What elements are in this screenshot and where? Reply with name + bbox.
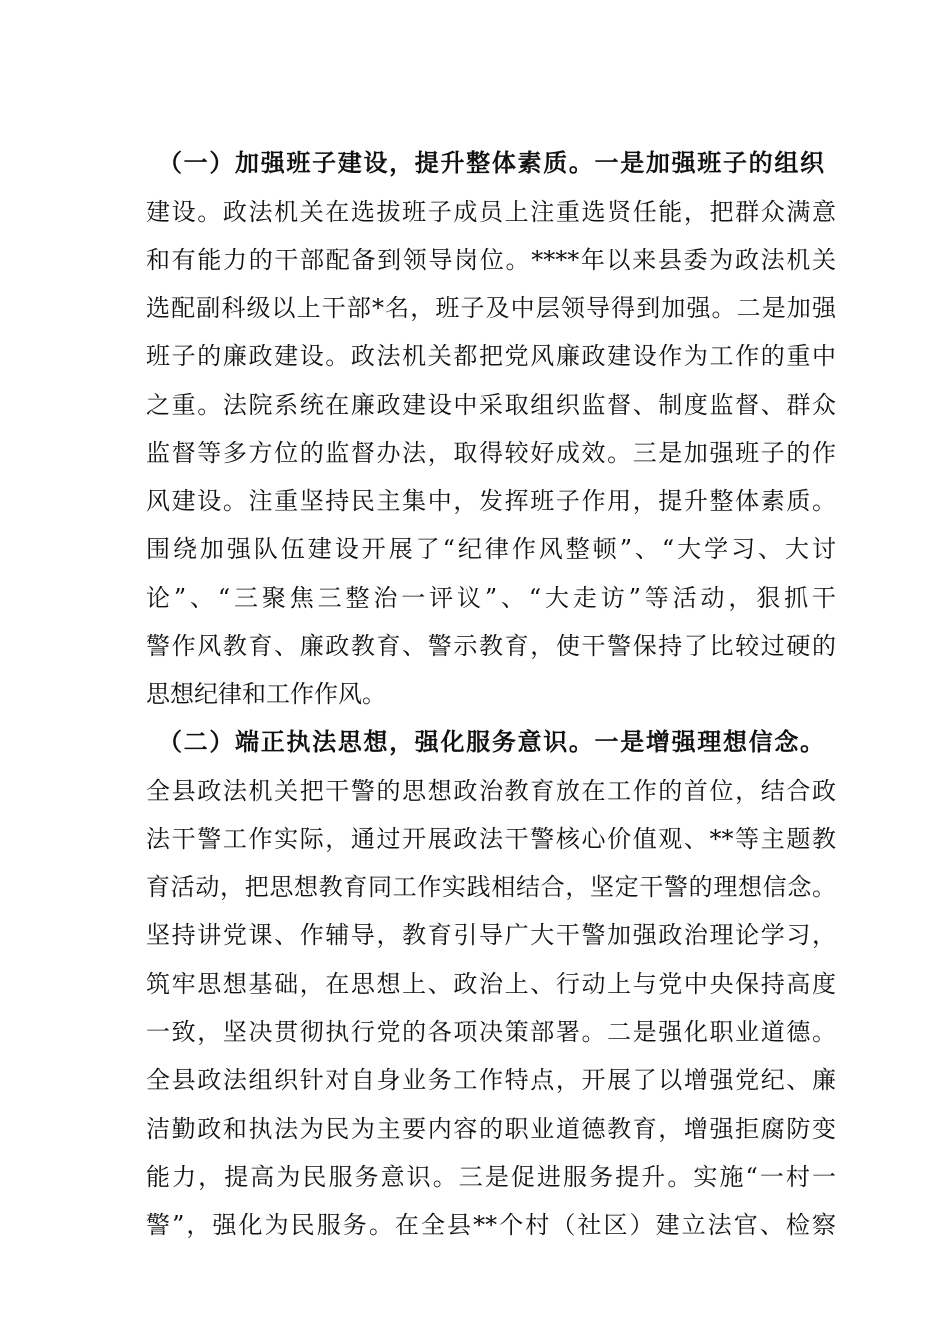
paragraph-2-line-3: 法干警工作实际，通过开展政法干警核心价值观、**等主题教: [146, 825, 836, 853]
paragraph-2-line-6: 筑牢思想基础，在思想上、政治上、行动上与党中央保持高度: [146, 970, 836, 998]
paragraph-1-line-8: 风建设。注重坚持民主集中，发挥班子作用，提升整体素质。: [146, 487, 836, 515]
paragraph-1-line-9: 围绕加强队伍建设开展了“纪律作风整顿”、“大学习、大讨: [146, 535, 836, 563]
paragraph-1-line-2: 建设。政法机关在选拔班子成员上注重选贤任能，把群众满意: [146, 198, 836, 226]
paragraph-1-line-7: 监督等多方位的监督办法，取得较好成效。三是加强班子的作: [146, 439, 836, 467]
paragraph-1-line-10: 论”、“三聚焦三整治一评议”、“大走访”等活动，狠抓干: [146, 584, 836, 612]
paragraph-1-line-4: 选配副科级以上干部*名，班子及中层领导得到加强。二是加强: [146, 294, 836, 322]
paragraph-2-line-4: 育活动，把思想教育同工作实践相结合，坚定干警的理想信念。: [146, 873, 836, 901]
paragraph-2-line-5: 坚持讲党课、作辅导，教育引导广大干警加强政治理论学习，: [146, 921, 836, 949]
paragraph-2-line-8: 全县政法组织针对自身业务工作特点，开展了以增强党纪、廉: [146, 1066, 836, 1094]
paragraph-2-line-10: 能力，提高为民服务意识。三是促进服务提升。实施“一村一: [146, 1163, 836, 1191]
paragraph-1-line-3: 和有能力的干部配备到领导岗位。****年以来县委为政法机关: [146, 246, 836, 274]
paragraph-1-line-5: 班子的廉政建设。政法机关都把党风廉政建设作为工作的重中: [146, 342, 836, 370]
paragraph-2-line-2: 全县政法机关把干警的思想政治教育放在工作的首位，结合政: [146, 777, 836, 805]
paragraph-2-line-11: 警”，强化为民服务。在全县**个村（社区）建立法官、检察: [146, 1211, 836, 1239]
paragraph-2-line-7: 一致，坚决贯彻执行党的各项决策部署。二是强化职业道德。: [146, 1018, 836, 1046]
paragraph-1-line-6: 之重。法院系统在廉政建设中采取组织监督、制度监督、群众: [146, 391, 836, 419]
paragraph-1-line-12: 思想纪律和工作作风。: [146, 680, 386, 708]
paragraph-1-line-1: （一）加强班子建设，提升整体素质。一是加强班子的组织: [158, 149, 824, 177]
paragraph-2-line-9: 洁勤政和执法为民为主要内容的职业道德教育，增强拒腐防变: [146, 1115, 836, 1143]
paragraph-2-line-1: （二）端正执法思想，强化服务意识。一是增强理想信念。: [158, 728, 824, 756]
paragraph-1-line-11: 警作风教育、廉政教育、警示教育，使干警保持了比较过硬的: [146, 632, 836, 660]
